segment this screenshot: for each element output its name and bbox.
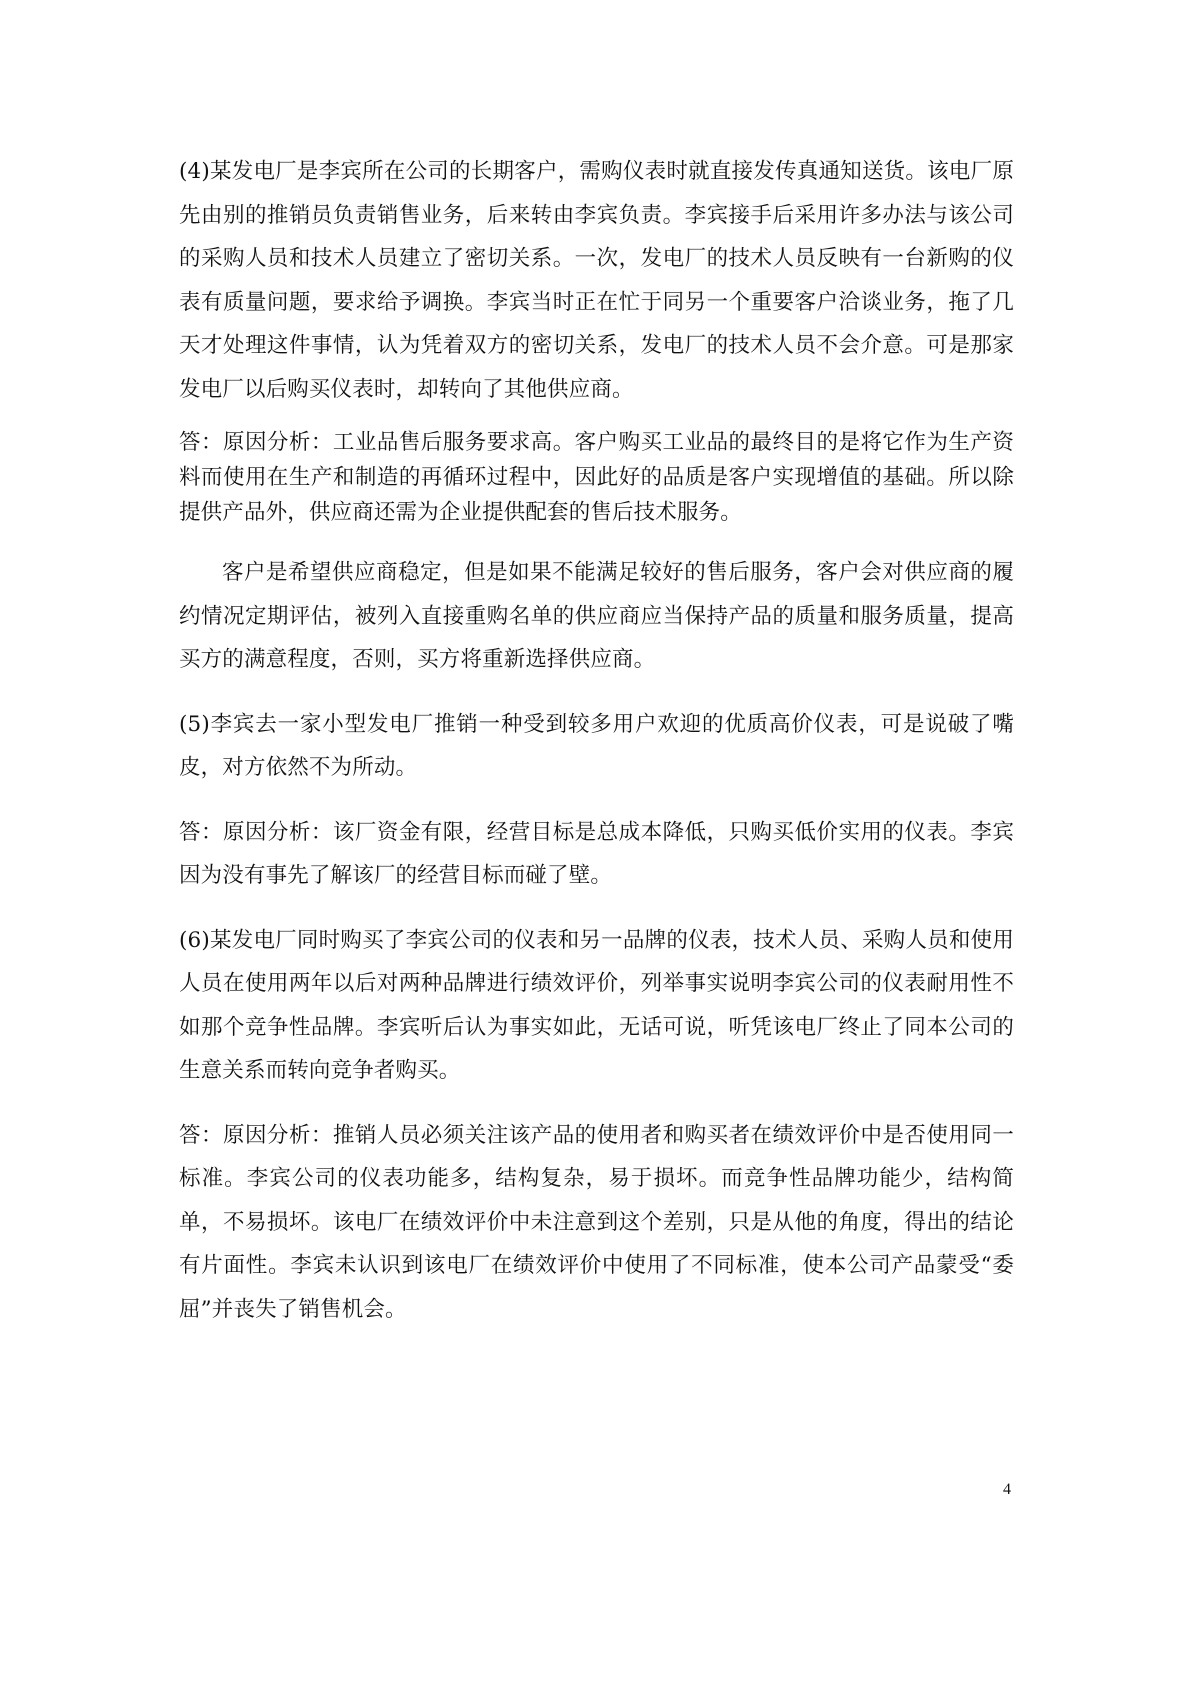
answer-5-paragraph: 答：原因分析：该厂资金有限，经营目标是总成本降低，只购买低价实用的仪表。李宾因为没有事先了解该厂的经营目标而碰了壁。 [179,819,1014,888]
answer-4-continuation-paragraph: 客户是希望供应商稳定，但是如果不能满足较好的售后服务，客户会对供应商的履约情况定期评估，被列入直接重购名单的供应商应当保持产品的质量和服务质量，提高买方的满意程度，否则，买方将重新选择供应商。 [179,560,1014,672]
answer-4-paragraph: 答：原因分析：工业品售后服务要求高。客户购买工业品的最终目的是将它作为生产资料而使用在生产和制造的再循环过程中，因此好的品质是客户实现增值的基础。所以除提供产品外，供应商还需为企业提供配套的售后技术服务。 [179,430,1014,525]
question-5-paragraph: (5)李宾去一家小型发电厂推销一种受到较多用户欢迎的优质高价仪表，可是说破了嘴皮，对方依然不为所动。 [179,711,1014,780]
document-body [179,150,1014,1331]
question-4-paragraph: (4)某发电厂是李宾所在公司的长期客户，需购仪表时就直接发传真通知送货。该电厂原先由别的推销员负责销售业务，后来转由李宾负责。李宾接手后采用许多办法与该公司的采购人员和技术人员建立了密切关系。一次，发电厂的技术人员反映有一台新购的仪表有质量问题，要求给予调换。李宾当时正在忙于同另一个重要客户洽谈业务，拖了几天才处理这件事情，认为凭着双方的密切关系，发电厂的技术人员不会介意。可是那家发电厂以后购买仪表时，却转向了其他供应商。 [179,159,1014,402]
question-6-paragraph: (6)某发电厂同时购买了李宾公司的仪表和另一品牌的仪表，技术人员、采购人员和使用人员在使用两年以后对两种品牌进行绩效评价，列举事实说明李宾公司的仪表耐用性不如那个竞争性品牌。李宾听后认为事实如此，无话可说，听凭该电厂终止了同本公司的生意关系而转向竞争者购买。 [179,927,1014,1083]
page-number: 4 [1003,1481,1011,1498]
answer-6-paragraph: 答：原因分析：推销人员必须关注该产品的使用者和购买者在绩效评价中是否使用同一标准。李宾公司的仪表功能多，结构复杂，易于损坏。而竞争性品牌功能少，结构简单，不易损坏。该电厂在绩效评价中未注意到这个差别，只是从他的角度，得出的结论有片面性。李宾未认识到该电厂在绩效评价中使用了不同标准，使本公司产品蒙受“委屈”并丧失了销售机会。 [179,1122,1014,1322]
